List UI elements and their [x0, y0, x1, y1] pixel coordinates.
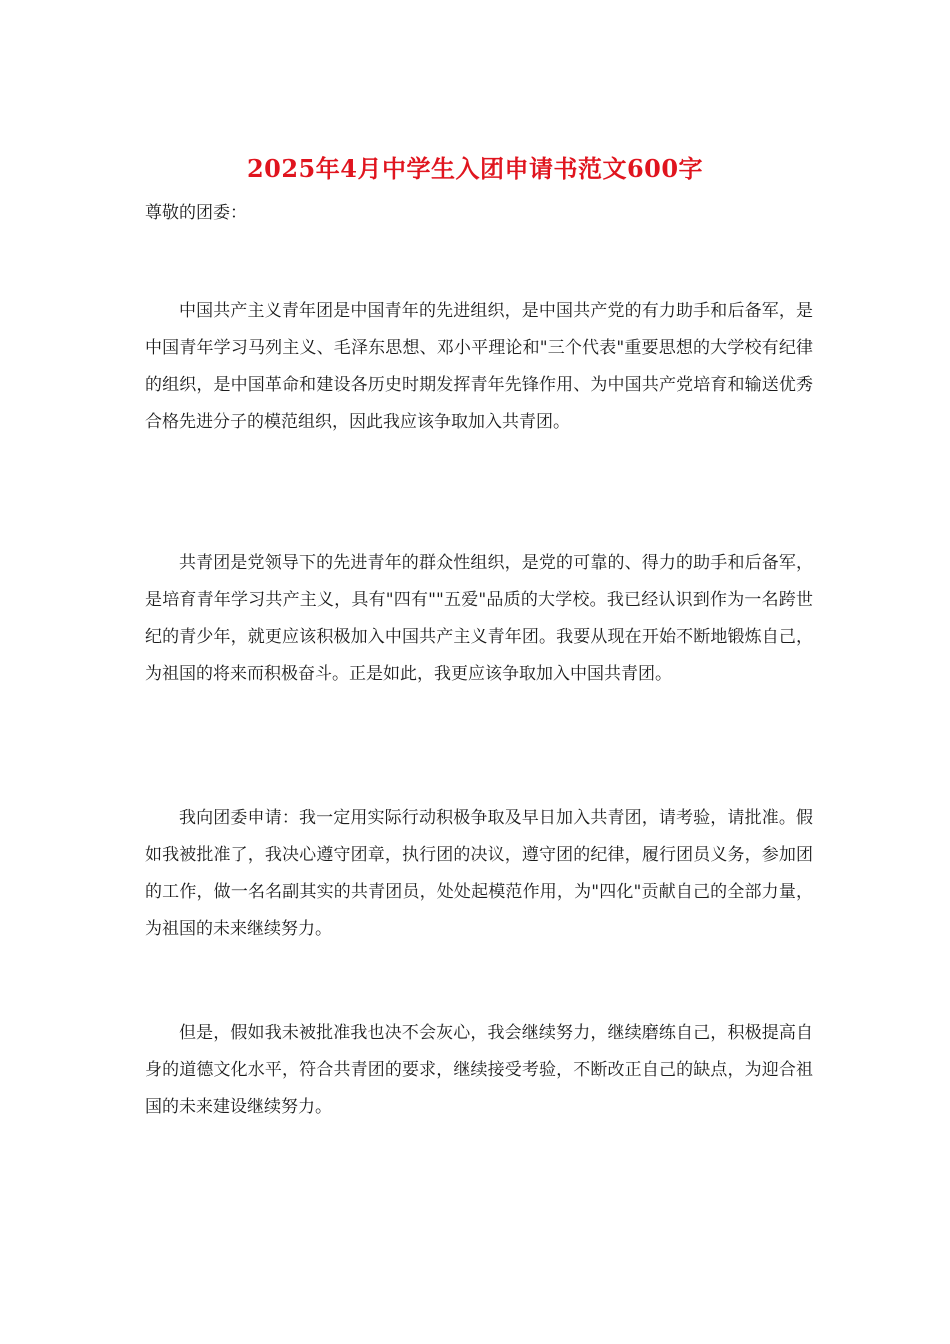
document-title: 2025年4月中学生入团申请书范文600字: [246, 154, 704, 183]
body-paragraph-4: 但是，假如我未被批准我也决不会灰心，我会继续努力，继续磨练自己，积极提高自身的道德文化水平，符合共青团的要求，继续接受考验，不断改正自己的缺点，为迎合祖国的未来建设继续努力。: [145, 1023, 813, 1117]
body-paragraph-2: 共青团是党领导下的先进青年的群众性组织，是党的可靠的、得力的助手和后备军，是培育青年学习共产主义，具有"四有""五爱"品质的大学校。我已经认识到作为一名跨世纪的青少年，就更应该积极加入中国共产主义青年团。我要从现在开始不断地锻炼自己，为祖国的将来而积极奋斗。正是如此，我更应该争取加入中国共青团。: [145, 553, 813, 684]
body-paragraph-3: 我向团委申请：我一定用实际行动积极争取及早日加入共青团，请考验，请批准。假如我被批准了，我决心遵守团章，执行团的决议，遵守团的纪律，履行团员义务，参加团的工作，做一名名副其实的共青团员，处处起模范作用，为"四化"贡献自己的全部力量，为祖国的未来继续努力。: [145, 808, 813, 939]
salutation: 尊敬的团委：: [145, 203, 247, 223]
body-paragraph-1: 中国共产主义青年团是中国青年的先进组织，是中国共产党的有力助手和后备军，是中国青年学习马列主义、毛泽东思想、邓小平理论和"三个代表"重要思想的大学校有纪律的组织，是中国革命和建设各历史时期发挥青年先锋作用、为中国共产党培育和输送优秀合格先进分子的模范组织，因此我应该争取加入共青团。: [145, 301, 813, 432]
